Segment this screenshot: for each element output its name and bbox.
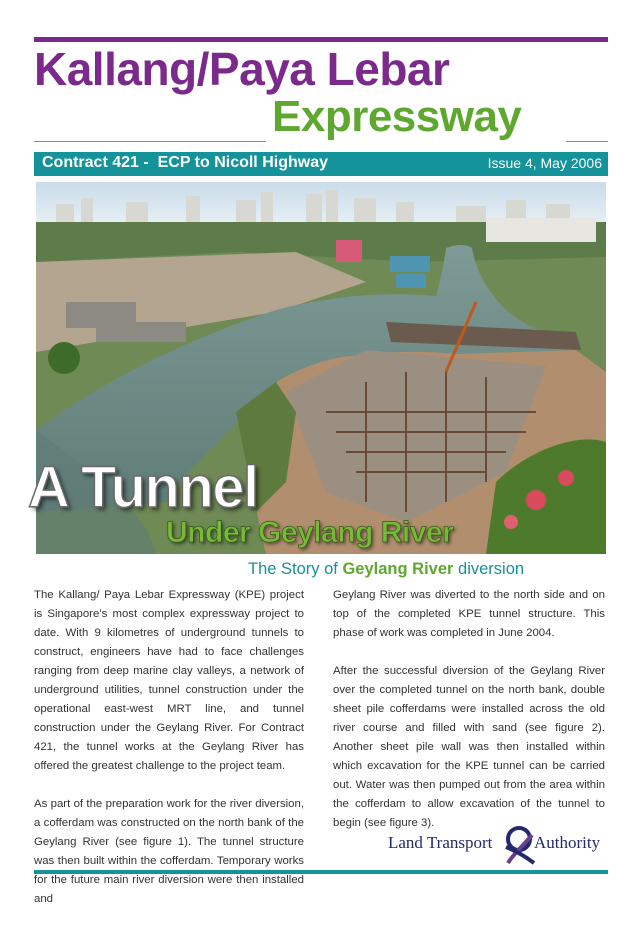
title-divider-right — [566, 141, 608, 142]
story-subtitle — [248, 560, 524, 579]
headline-sub: Under Geylang River — [166, 516, 454, 549]
body-paragraph: The Kallang/ Paya Lebar Expressway (KPE) project is Singapore’s most complex expressway project to date. With 9 kilometres of underground tunnels to construct, engineers have had to face challenges ranging from deep marine clay valleys, a network of underground utilities, tunnel construction under the operational east-west MRT line, and tunnel construction under the Geylang River. For Contract 421, the tunnel works at the Geylang River has offered the greatest challenge to the project team. — [34, 589, 304, 772]
story-prefix: The Story of — [248, 560, 343, 578]
title-divider-left — [34, 141, 266, 142]
logo-text-right: Authority — [534, 833, 601, 852]
body-column-left — [34, 586, 304, 928]
masthead-title-line1: Kallang/Paya Lebar — [34, 43, 450, 95]
masthead-title-line2: Expressway — [272, 92, 522, 141]
body-paragraph: Geylang River was diverted to the north side and on top of the completed KPE tunnel structure. This phase of work was completed in June 2004. — [333, 589, 605, 639]
body-paragraph: After the successful diversion of the Geylang River over the completed tunnel on the north bank, double sheet pile cofferdams were installed across the old river course and filled with sand (see figure 2). Another sheet pile wall was then installed within which excavation for the KPE tunnel can be carried out. Water was then pumped out from the area within the cofferdam to allow excavation of the tunnel to begin (see figure 3). — [333, 665, 605, 829]
contract-band — [34, 152, 608, 176]
story-emphasis: Geylang River — [342, 560, 454, 578]
bottom-rule — [34, 870, 608, 874]
issue-label: Issue 4, May 2006 — [487, 155, 602, 171]
headline-main: A Tunnel — [28, 455, 258, 520]
logo-text-left: Land Transport — [388, 833, 493, 852]
body-paragraph: As part of the preparation work for the river diversion, a cofferdam was constructed on the north bank of the Geylang River (see figure 1). The tunnel structure was then built within the cofferdam. Temporary works for the future main river diversion were then installed and — [34, 798, 304, 905]
contract-label: Contract 421 - ECP to Nicoll Highway — [42, 154, 328, 171]
lta-logo — [388, 822, 610, 868]
body-column-right — [333, 586, 605, 852]
lta-ribbon-icon — [502, 825, 536, 865]
story-suffix: diversion — [453, 560, 525, 578]
